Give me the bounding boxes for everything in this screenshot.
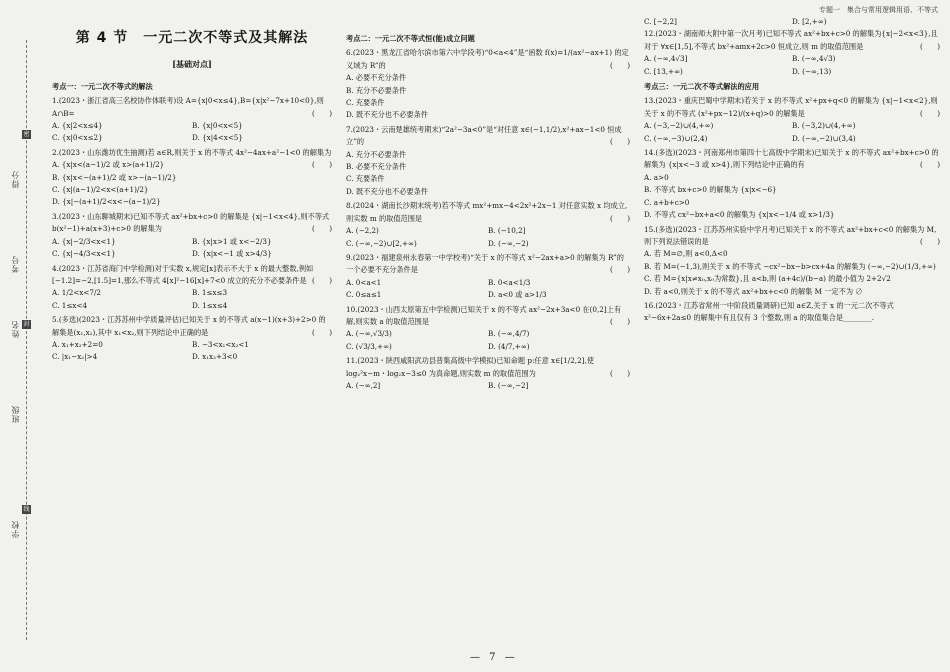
question-14 — [644, 147, 940, 221]
q9-option-a: A. 0<a<1 — [346, 277, 382, 287]
q1-option-c: C. {x|0<x≤2} — [52, 133, 103, 143]
q8-option-d: D. (−∞,−2) — [488, 238, 529, 248]
q2-stem: 2.(2023・山东潍坊优生抽测)若 a∈R,则关于 x 的不等式 4x²−4ax+a²−1<0 的解集为 — [52, 147, 332, 157]
q12-option-a: A. (−∞,4√3] — [644, 54, 688, 64]
q6-option-d: D. 既不充分也不必要条件 — [346, 110, 428, 120]
q14-option-b: B. 不等式 bx+c>0 的解集为 {x|x<−6} — [644, 185, 777, 195]
binding-margin — [0, 0, 44, 672]
q16-stem: 16.(2023・江苏省常州一中阶段质量调研)已知 a∈Z,关于 x 的一元二次不等式 x²−6x+2a≤0 的解集中有且仅有 3 个整数,则 a 的取值集合是________. — [644, 300, 894, 323]
page-number: — 7 — — [470, 652, 518, 663]
q6-answer-slot: ( ) — [610, 60, 630, 70]
q13-option-b: B. (−3,2)∪(4,+∞) — [792, 121, 856, 131]
q6-option-c: C. 充要条件 — [346, 98, 385, 108]
q14-option-a: A. a>0 — [644, 172, 669, 182]
q15-option-c: C. 若 M={x|x≠x₀,x₀为常数},且 a<b,则 (a+4c)/(b−a) 的最小值为 2+2√2 — [644, 274, 891, 284]
column-left — [52, 0, 332, 366]
q13-option-d: D. (−∞,−2)∪(3,4) — [792, 133, 856, 143]
seal-mark-mi: 密 — [23, 131, 30, 138]
question-10 — [346, 304, 630, 354]
question-1 — [52, 95, 332, 145]
question-4 — [52, 263, 332, 313]
q10-answer-slot: ( ) — [610, 316, 630, 326]
question-12 — [644, 28, 940, 78]
q15-option-d: D. 若 a<0,则关于 x 的不等式 ax²+bx+c<0 的解集 M 一定不为 ∅ — [644, 286, 863, 296]
q2-answer-slot: ( ) — [312, 160, 332, 170]
binding-label-class: 班级 — [11, 405, 20, 423]
q8-answer-slot: ( ) — [610, 213, 630, 223]
question-13 — [644, 95, 940, 145]
q4-option-a: A. 1/2<x<7/2 — [52, 288, 101, 298]
q4-option-c: C. 1≤x<4 — [52, 300, 88, 310]
q8-option-b: B. (−10,2] — [488, 226, 526, 236]
q9-option-c: C. 0≤a≤1 — [346, 290, 382, 300]
q5-option-a: A. x₁+x₂+2=0 — [52, 339, 103, 349]
q2-option-d: D. {x|−(a+1)/2<x<−(a−1)/2} — [52, 197, 161, 207]
q1-option-d: D. {x|4<x<5} — [192, 133, 243, 143]
q2-option-a: A. {x|x<(a−1)/2 或 x>(a+1)/2} — [52, 160, 165, 170]
q15-option-b: B. 若 M=(−1,3),则关于 x 的不等式 −cx²−bx−b>cx+4a 的解集为 (−∞,−2)∪(1/3,+∞) — [644, 261, 936, 271]
question-6 — [346, 47, 630, 121]
q7-option-d: D. 既不充分也不必要条件 — [346, 186, 428, 196]
column-middle — [346, 30, 630, 394]
q15-stem: 15.(多选)(2023・江苏苏州实验中学月考)已知关于 x 的不等式 ax²+bx+c<0 的解集为 M,则下列说法错误的是 — [644, 224, 937, 246]
binding-label-score: 得分 — [11, 170, 20, 188]
question-16 — [644, 300, 940, 325]
q11-option-c: C. [−2,2] — [644, 17, 677, 26]
kaodian-3-heading: 考点三：一元二次不等式解法的应用 — [644, 82, 760, 92]
q12-option-b: B. (−∞,4√3) — [792, 54, 836, 64]
q14-answer-slot: ( ) — [920, 160, 940, 170]
q11-options-continued — [644, 16, 940, 28]
q6-option-a: A. 必要不充分条件 — [346, 73, 407, 83]
q4-answer-slot: ( ) — [312, 275, 332, 285]
binding-label-exam-no: 考号 — [11, 255, 20, 273]
q4-option-d: D. 1≤x≤4 — [192, 300, 228, 310]
question-9 — [346, 252, 630, 302]
q4-stem: 4.(2023・江苏省海门中学检测)对于实数 x,规定[x]表示不大于 x 的最大整数,例如[−1.2]=−2,[1.5]=1,那么不等式 4[x]²−16[x]+7<0 成立的充分不必要条件是 — [52, 263, 314, 285]
q5-answer-slot: ( ) — [312, 327, 332, 337]
question-15 — [644, 224, 940, 298]
running-header: 专题一 集合与常用逻辑用语、不等式 — [819, 6, 938, 14]
q1-answer-slot: ( ) — [312, 108, 332, 118]
section-badge: [基础对点] — [172, 59, 212, 70]
question-2 — [52, 147, 332, 209]
seal-mark-xian: 线 — [23, 506, 30, 513]
q13-option-c: C. (−∞,−3)∪(2,4) — [644, 133, 708, 143]
q9-answer-slot: ( ) — [610, 265, 630, 275]
q1-option-b: B. {x|0<x<5} — [192, 121, 243, 131]
q14-option-d: D. 不等式 cx²−bx+a<0 的解集为 {x|x<−1/4 或 x>1/3} — [644, 210, 835, 220]
kaodian-2-heading: 考点二：一元二次不等式恒(能)成立问题 — [346, 34, 475, 43]
q12-option-d: D. (−∞,13) — [792, 66, 832, 76]
q8-option-a: A. (−2,2) — [346, 226, 379, 236]
q5-option-c: C. |x₁−x₂|>4 — [52, 352, 98, 362]
q3-option-b: B. {x|x>1 或 x<−2/3} — [192, 236, 272, 246]
q10-option-d: D. (4/7,+∞) — [488, 341, 530, 351]
q11-option-d: D. [2,+∞) — [792, 17, 827, 26]
q7-option-a: A. 充分不必要条件 — [346, 149, 407, 159]
q3-answer-slot: ( ) — [312, 224, 332, 234]
q1-option-a: A. {x|2<x≤4} — [52, 121, 103, 131]
q3-option-c: C. {x|−4/3<x<1} — [52, 249, 116, 259]
q7-answer-slot: ( ) — [610, 137, 630, 147]
q7-option-b: B. 必要不充分条件 — [346, 162, 407, 172]
q8-stem: 8.(2024・湖南长沙期末统考)若不等式 mx²+mx−4<2x²+2x−1 对任意实数 x 均成立,则实数 m 的取值范围是 — [346, 201, 628, 223]
q11-stem: 11.(2023・陕西咸阳武功县普集高级中学模拟)已知命题 p:任意 x∈[1/2,2],使 log₂²x−m・log₂x−3≤0 为真命题,则实数 m 的取值范围为 — [346, 356, 594, 378]
q12-stem: 12.(2023・湖南师大附中第一次月考)已知不等式 ax²+bx+c>0 的解集为{x|−2<x<3},且对于 ∀x∈[1,5],不等式 bx²+amx+2c>0 恒成立,则 m 的取值范围是 — [644, 29, 938, 51]
q13-stem: 13.(2023・重庆巴蜀中学期末)若关于 x 的不等式 x²+px+q<0 的解集为 {x|−1<x<2},则关于 x 的不等式 (x²+px−12)/(x+q)>0 的解集是 — [644, 96, 938, 118]
binding-label-name: 姓名 — [11, 320, 20, 338]
q9-option-b: B. 0<a<1/3 — [488, 277, 531, 287]
q13-option-a: A. (−3,−2)∪(4,+∞) — [644, 121, 714, 131]
q2-option-c: C. {x|(a−1)/2<x<(a+1)/2} — [52, 185, 149, 195]
q7-stem: 7.(2023・云南楚雄统考期末)“2a²−3a<0”是“对任意 x∈(−1,1/2),x²+ax−1<0 恒成立”的 — [346, 124, 622, 147]
q9-option-d: D. a<0 或 a>1/3 — [488, 290, 547, 300]
q5-stem: 5.(多选)(2023・江苏苏州中学质量评估)已知关于 x 的不等式 a(x−1)(x+3)+2>0 的解集是(x₁,x₂),其中 x₁<x₂,则下列结论中正确的是 — [52, 315, 326, 337]
binding-label-school: 学校 — [11, 520, 20, 538]
q8-option-c: C. (−∞,−2)∪[2,+∞) — [346, 238, 417, 248]
kaodian-1-heading: 考点一：一元二次不等式的解法 — [52, 81, 153, 91]
question-3 — [52, 211, 332, 261]
q6-stem: 6.(2023・黑龙江省哈尔滨市第六中学段考)“0<a<4”是“函数 f(x)=1/(ax²−ax+1) 的定义域为 R”的 — [346, 48, 629, 70]
q15-answer-slot: ( ) — [920, 236, 940, 246]
q2-option-b: B. {x|x<−(a+1)/2 或 x>−(a−1)/2} — [52, 172, 177, 182]
q3-option-d: D. {x|x<−1 或 x>4/3} — [192, 249, 272, 259]
q12-answer-slot: ( ) — [920, 41, 940, 51]
question-7 — [346, 124, 630, 198]
q15-option-a: A. 若 M=∅,则 a<0,Δ<0 — [644, 249, 728, 259]
q3-option-a: A. {x|−2/3<x<1} — [52, 236, 116, 246]
q10-stem: 10.(2023・山西太原第五中学检测)已知关于 x 的不等式 ax²−2x+3a<0 在(0,2]上有解,则实数 a 的取值范围是 — [346, 304, 622, 326]
column-right — [644, 16, 940, 327]
question-11 — [346, 355, 630, 392]
q11-option-b: B. (−∞,−2] — [488, 380, 529, 390]
q7-option-c: C. 充要条件 — [346, 174, 385, 184]
q5-option-b: B. −3<x₁<x₂<1 — [192, 339, 249, 349]
q5-option-d: D. x₁x₂+3<0 — [192, 352, 238, 362]
q12-option-c: C. [13,+∞) — [644, 66, 683, 76]
q11-option-a: A. (−∞,2] — [346, 380, 381, 390]
q14-option-c: C. a+b+c>0 — [644, 197, 690, 207]
q9-stem: 9.(2023・福建泉州永春第一中学校考)“关于 x 的不等式 x²−2ax+a>0 的解集为 R”的一个必要不充分条件是 — [346, 252, 624, 275]
q11-answer-slot: ( ) — [610, 368, 630, 378]
q3-stem: 3.(2023・山东聊城期末)已知不等式 ax²+bx+c>0 的解集是 {x|−1<x<4},则不等式 b(x²−1)+a(x+3)+c>0 的解集为 — [52, 211, 330, 234]
section-title: 第 4 节 一元二次不等式及其解法 — [75, 30, 309, 46]
seal-mark-feng: 封 — [23, 321, 30, 328]
q4-option-b: B. 1≤x≤3 — [192, 288, 228, 298]
q14-stem: 14.(多选)(2023・河南郑州市第四十七高级中学期末)已知关于 x 的不等式 ax²+bx+c>0 的解集为 {x|x<−3 或 x>4},则下列结论中正确的有 — [644, 148, 939, 170]
q13-answer-slot: ( ) — [920, 108, 940, 118]
q10-option-b: B. (−∞,4/7) — [488, 329, 530, 339]
q10-option-a: A. (−∞,√3/3) — [346, 329, 392, 339]
question-5 — [52, 314, 332, 364]
question-8 — [346, 200, 630, 250]
q10-option-c: C. (√3/3,+∞) — [346, 341, 392, 351]
q6-option-b: B. 充分不必要条件 — [346, 85, 407, 95]
q1-stem: 1.(2023・浙江省高三名校协作体联考)设 A={x|0<x≤4},B={x|x²−7x+10<0},则 A∩B= — [52, 96, 324, 118]
